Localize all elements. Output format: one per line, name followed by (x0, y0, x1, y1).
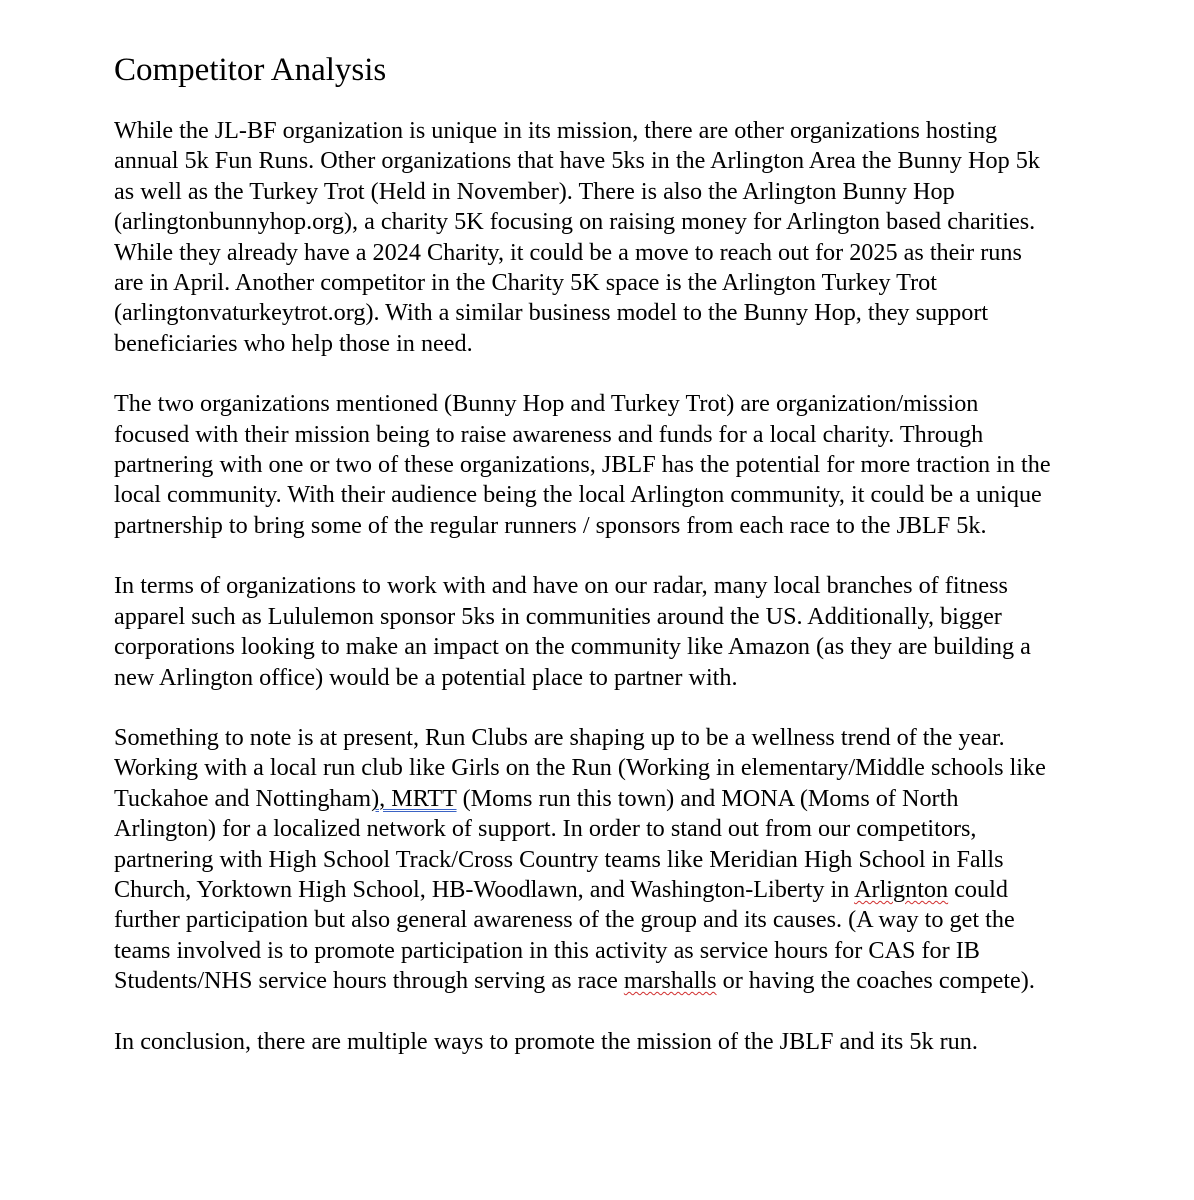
text-line: corporations looking to make an impact on the community like Amazon (as they are building a (114, 633, 1031, 661)
text-line: further participation but also general awareness of the group and its causes. (A way to get the (114, 906, 1015, 934)
text-line: teams involved is to promote participation in this activity as service hours for CAS for IB (114, 936, 980, 964)
text-segment: Students/NHS service hours through serving as race (114, 967, 624, 995)
text-segment: Tuckahoe and Nottingham (114, 784, 372, 812)
paragraph-run-clubs (114, 723, 1164, 997)
text-line: new Arlington office) would be a potential place to partner with. (114, 663, 738, 691)
text-line: focused with their mission being to raise awareness and funds for a local charity. Through (114, 420, 984, 448)
paragraph-partnerships (114, 389, 1164, 541)
text-line: (arlingtonbunnyhop.org), a charity 5K focusing on raising money for Arlington based charities. (114, 208, 1036, 236)
spelling-error-mark[interactable]: marshalls (623, 967, 717, 995)
text-line (114, 784, 1164, 814)
text-line: In conclusion, there are multiple ways to promote the mission of the JBLF and its 5k run. (114, 1027, 978, 1055)
text-line: as well as the Turkey Trot (Held in November). There is also the Arlington Bunny Hop (114, 177, 955, 205)
text-line: Arlington) for a localized network of support. In order to stand out from our competitors, (114, 815, 977, 843)
text-segment: could (948, 875, 1008, 903)
text-line: partnering with one or two of these organizations, JBLF has the potential for more traction in the (114, 451, 1051, 479)
text-line: (arlingtonvaturkeytrot.org). With a similar business model to the Bunny Hop, they support (114, 299, 989, 327)
text-line: apparel such as Lululemon sponsor 5ks in communities around the US. Additionally, bigger (114, 602, 1002, 630)
text-line: In terms of organizations to work with and have on our radar, many local branches of fitness (114, 572, 1008, 600)
text-line: are in April. Another competitor in the Charity 5K space is the Arlington Turkey Trot (114, 269, 937, 297)
document-title: Competitor Analysis (114, 52, 387, 88)
text-line: The two organizations mentioned (Bunny Hop and Turkey Trot) are organization/mission (114, 390, 979, 418)
text-line: While the JL-BF organization is unique in its mission, there are other organizations hosting (114, 117, 998, 144)
paragraph-conclusion (114, 1027, 1164, 1057)
text-line (114, 875, 1164, 905)
text-line: Something to note is at present, Run Clubs are shaping up to be a wellness trend of the year. (114, 723, 1005, 751)
text-line: local community. With their audience being the local Arlington community, it could be a unique (114, 481, 1042, 509)
text-segment: or having the coaches compete). (716, 967, 1035, 995)
text-line: While they already have a 2024 Charity, it could be a move to reach out for 2025 as their runs (114, 238, 1022, 266)
text-line (114, 966, 1164, 996)
text-line: partnership to bring some of the regular runners / sponsors from each race to the JBLF 5k. (114, 511, 987, 539)
text-line: Working with a local run club like Girls on the Run (Working in elementary/Middle schools like (114, 754, 1046, 782)
text-segment: Church, Yorktown High School, HB-Woodlawn, and Washington-Liberty in (114, 875, 855, 903)
spelling-error-mark[interactable]: Arlignton (854, 875, 949, 903)
paragraph-sponsors (114, 571, 1164, 693)
text-segment: (Moms run this town) and MONA (Moms of North (456, 784, 959, 812)
text-line: annual 5k Fun Runs. Other organizations that have 5ks in the Arlington Area the Bunny Hop 5k (114, 147, 1040, 175)
text-line: partnering with High School Track/Cross Country teams like Meridian High School in Falls (114, 845, 1004, 873)
text-line: beneficiaries who help those in need. (114, 329, 473, 357)
grammar-suggestion-mark[interactable]: ), MRTT (371, 784, 457, 812)
document-page (114, 50, 1164, 1087)
paragraph-intro (114, 116, 1164, 359)
